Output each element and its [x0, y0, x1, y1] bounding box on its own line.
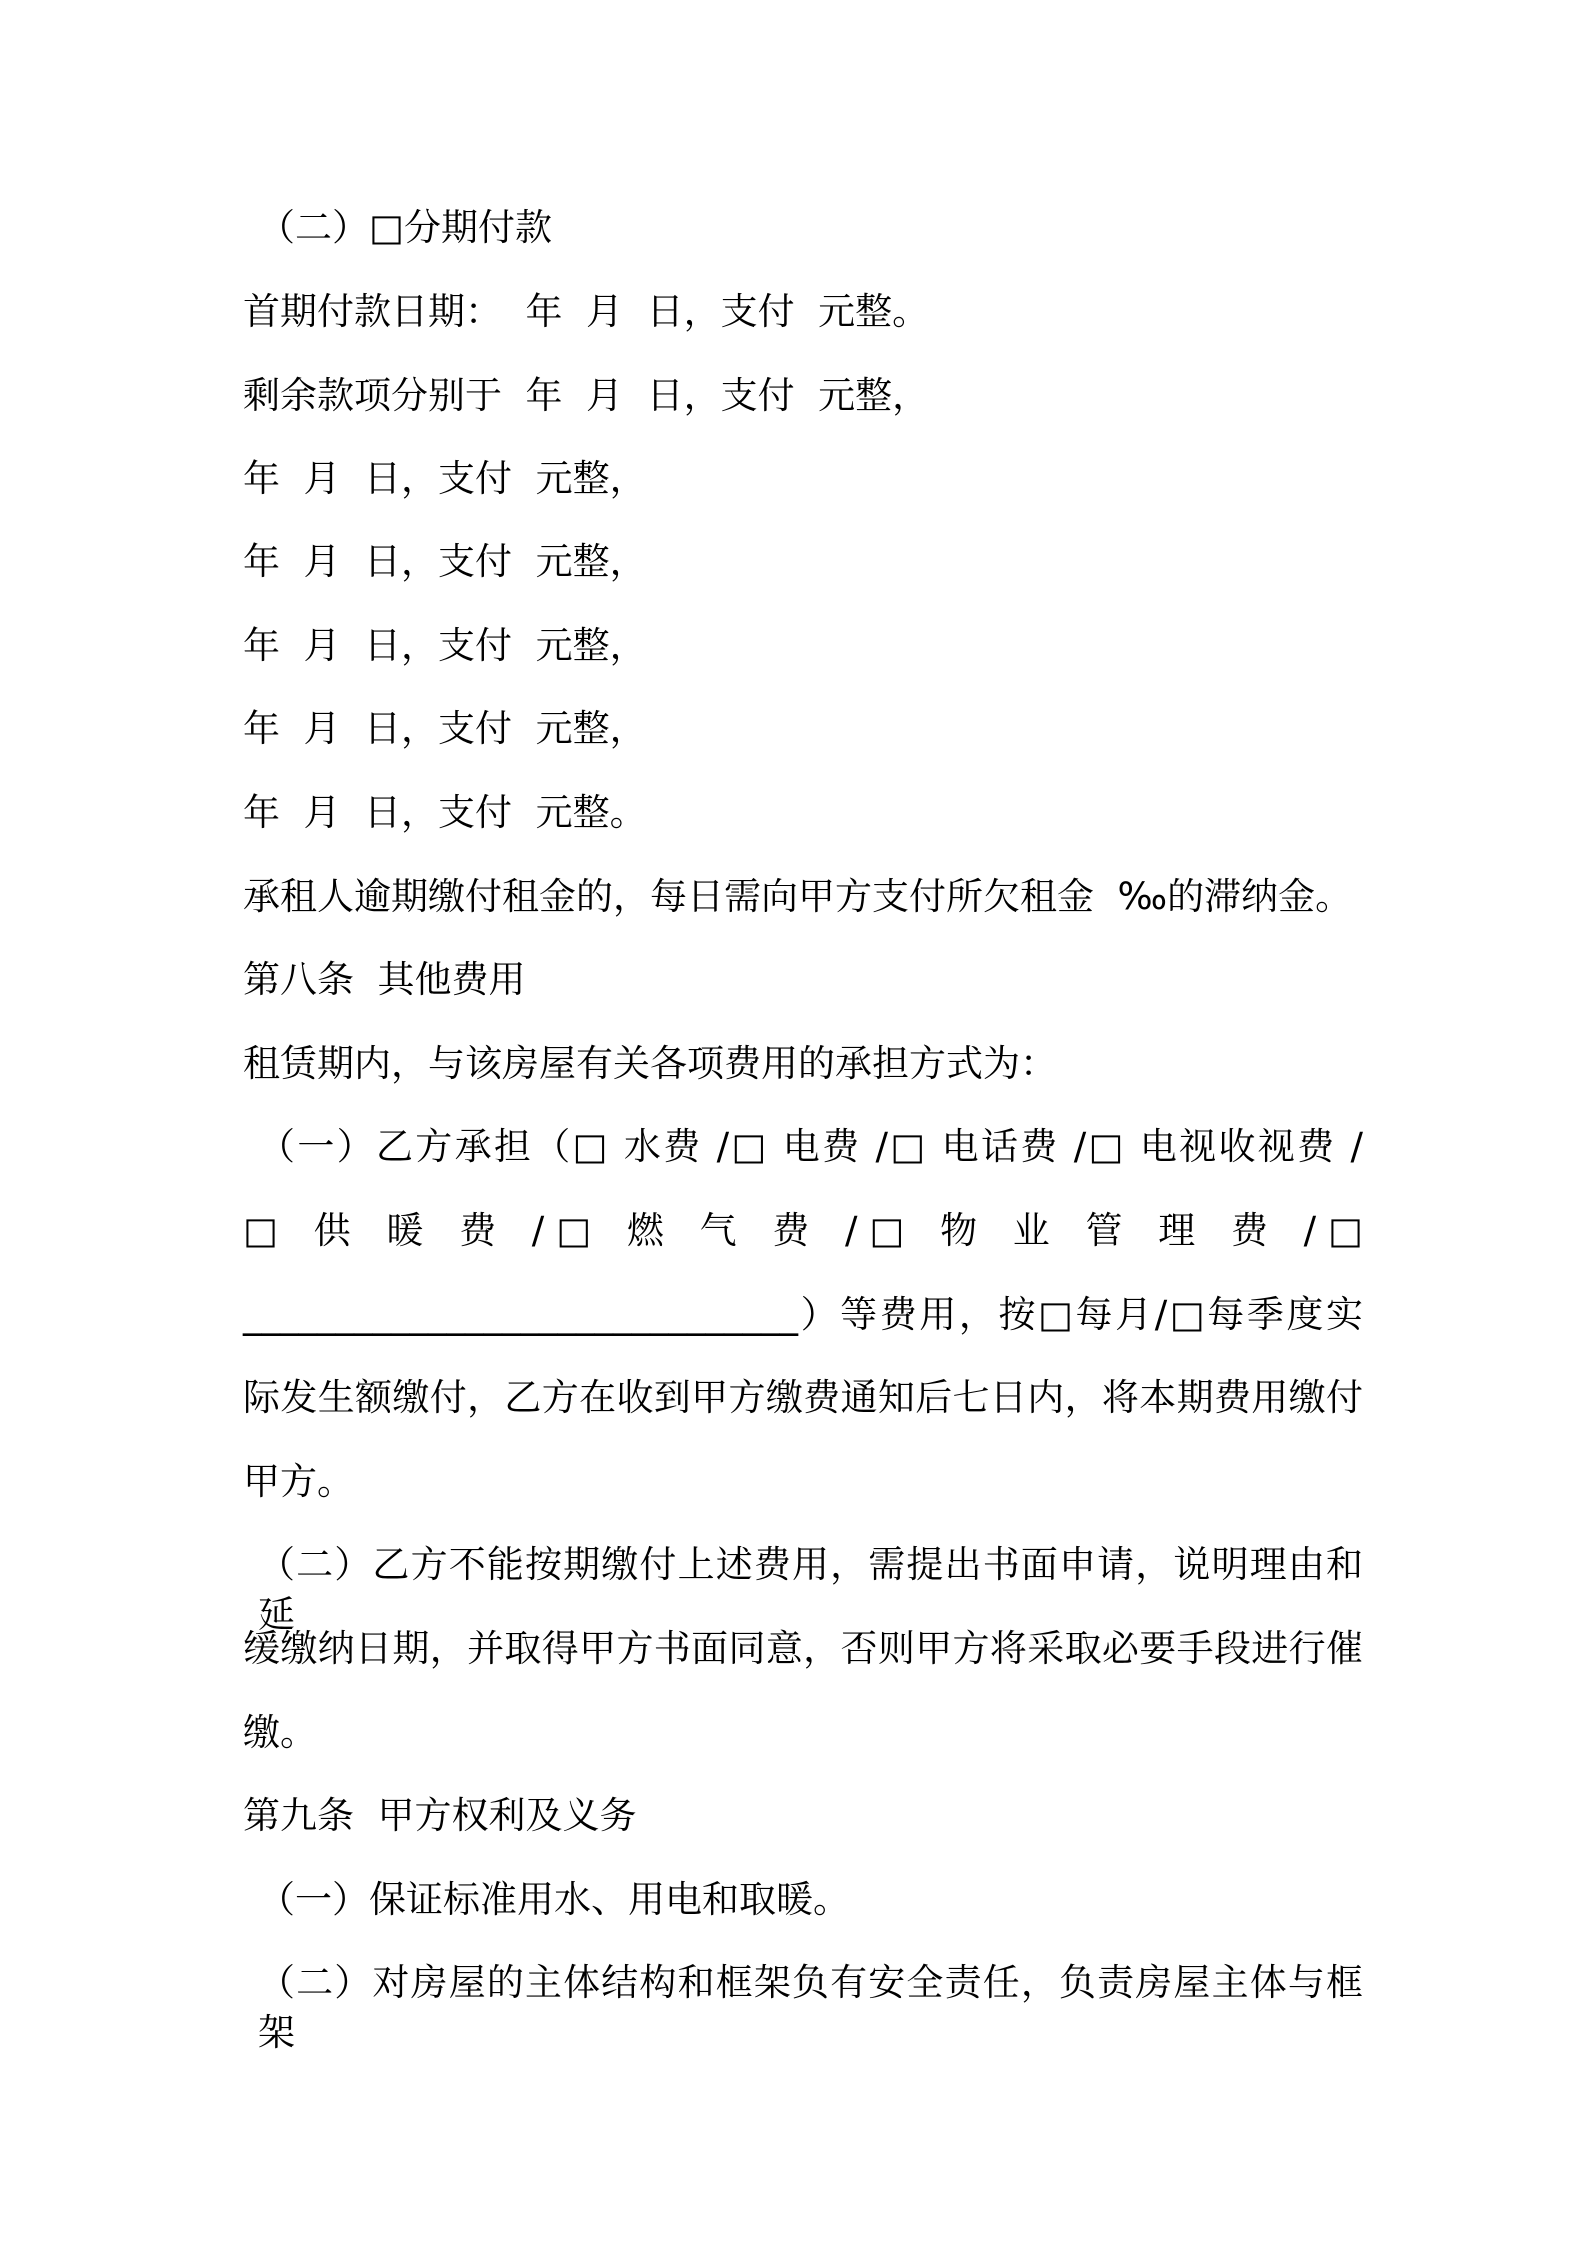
- expense-clause-1-line-4: 际发生额缴付，乙方在收到甲方缴费通知后七日内，将本期费用缴付: [243, 1376, 1363, 1419]
- expense-clause-1-line-1: （一）乙方承担（□ 水费 /□ 电费 /□ 电话费 /□ 电视收视费 /: [258, 1125, 1363, 1168]
- article-8-heading: 第八条 其他费用: [243, 958, 526, 1001]
- article-9-heading: 第九条 甲方权利及义务: [243, 1794, 637, 1837]
- payment-date-line: 年 月 日，支付 元整，: [243, 707, 647, 750]
- expense-intro: 租赁期内，与该房屋有关各项费用的承担方式为：: [243, 1042, 1057, 1085]
- lessor-duty-2: （二）对房屋的主体结构和框架负有安全责任，负责房屋主体与框架: [258, 1961, 1363, 2054]
- installment-heading: （二）□分期付款: [258, 206, 552, 249]
- payment-date-line: 年 月 日，支付 元整，: [243, 540, 647, 583]
- expense-clause-2-line-1: （二）乙方不能按期缴付上述费用，需提出书面申请，说明理由和延: [258, 1543, 1363, 1636]
- expense-clause-1-line-2: □ 供 暖 费 /□ 燃 气 费 /□ 物 业 管 理 费 /□: [243, 1209, 1363, 1252]
- expense-clause-2-line-2: 缓缴纳日期，并取得甲方书面同意，否则甲方将采取必要手段进行催: [243, 1627, 1363, 1670]
- lessor-duty-1: （一）保证标准用水、用电和取暖。: [258, 1878, 850, 1921]
- payment-date-line: 年 月 日，支付 元整，: [243, 457, 647, 500]
- payment-date-line: 年 月 日，支付 元整，: [243, 624, 647, 667]
- payment-date-line: 年 月 日，支付 元整。: [243, 791, 647, 834]
- expense-clause-2-line-3: 缴。: [243, 1711, 317, 1754]
- late-fee-clause: 承租人逾期缴付租金的，每日需向甲方支付所欠租金 ‰的滞纳金。: [243, 875, 1353, 918]
- expense-clause-1-line-5: 甲方。: [243, 1460, 354, 1503]
- first-payment-line: 首期付款日期： 年 月 日，支付 元整。: [243, 290, 930, 333]
- remaining-payment-line: 剩余款项分别于 年 月 日，支付 元整，: [243, 374, 930, 417]
- expense-clause-1-line-3: ______________________________）等费用，按□每月/□每季度实: [243, 1293, 1363, 1336]
